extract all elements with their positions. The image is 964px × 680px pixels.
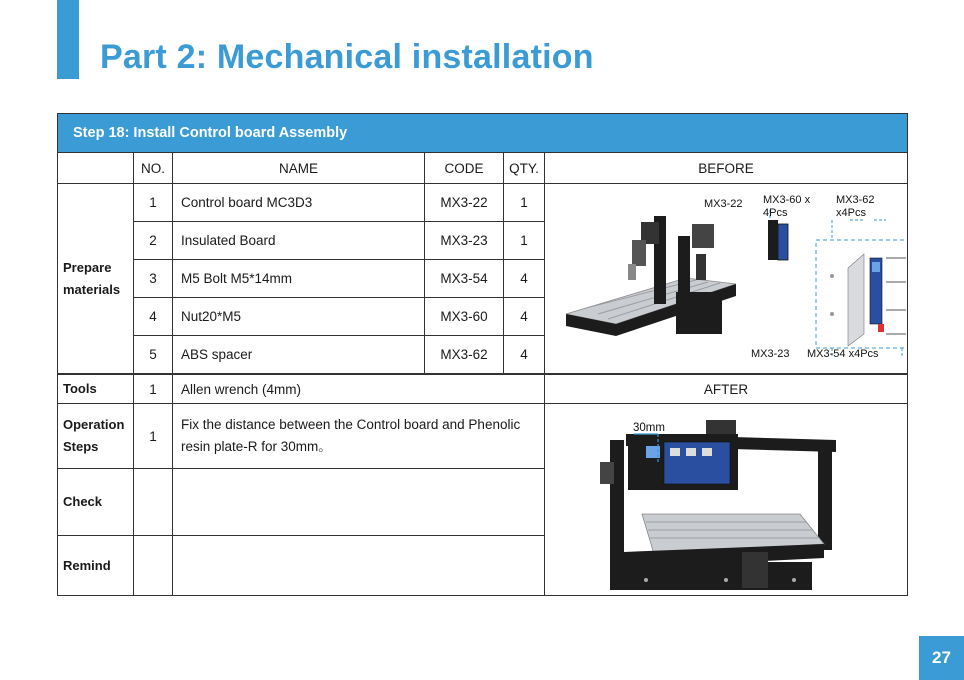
check-label: Check [63, 494, 103, 509]
title-accent-bar [57, 0, 79, 79]
callout-mx3-62: MX3-62 x4Pcs [836, 194, 875, 219]
operation-text: Fix the distance between the Control board and Phenolic resin plate-R for 30mm。 [181, 417, 521, 454]
column-divider [544, 153, 545, 595]
header-no: NO. [140, 161, 165, 176]
material-name: Nut20*M5 [181, 309, 242, 324]
callout-mx3-22: MX3-22 [704, 198, 743, 210]
material-code: MX3-23 [440, 233, 488, 248]
operation-no: 1 [149, 428, 157, 444]
after-label: AFTER [703, 381, 749, 397]
material-qty: 4 [520, 309, 528, 324]
before-assembly-image [546, 184, 906, 372]
header-name: NAME [278, 161, 318, 176]
material-no: 2 [149, 233, 157, 248]
material-code: MX3-54 [440, 271, 488, 286]
step-header: Step 18: Install Control board Assembly [58, 114, 907, 153]
page-number: 27 [919, 636, 964, 680]
remind-label: Remind [63, 557, 111, 573]
callout-mx3-23: MX3-23 [751, 348, 790, 360]
tools-name: Allen wrench (4mm) [181, 381, 302, 397]
callout-mx3-54: MX3-54 x4Pcs [807, 348, 879, 360]
material-no: 4 [149, 309, 157, 324]
material-code: MX3-22 [440, 195, 488, 210]
tools-no: 1 [149, 381, 157, 397]
callout-30mm: 30mm [633, 422, 665, 434]
material-qty: 1 [520, 233, 528, 248]
page-title: Part 2: Mechanical installation [100, 38, 594, 76]
material-qty: 4 [520, 347, 528, 362]
callout-mx3-60: MX3-60 x 4Pcs [763, 194, 811, 219]
material-no: 5 [149, 347, 157, 362]
material-no: 1 [149, 195, 157, 210]
prepare-materials-label: Prepare materials [63, 259, 121, 297]
step-table [57, 113, 908, 596]
header-before: BEFORE [698, 161, 754, 176]
after-assembly-image [546, 404, 906, 594]
operation-steps-label: Operation Steps [63, 417, 125, 454]
material-code: MX3-62 [440, 347, 488, 362]
header-qty: QTY. [509, 161, 539, 176]
material-name: Control board MC3D3 [181, 195, 313, 210]
after-illustration [546, 404, 906, 594]
material-qty: 1 [520, 195, 528, 210]
material-name: Insulated Board [181, 233, 276, 248]
tools-label: Tools [63, 381, 97, 396]
header-code: CODE [444, 161, 484, 176]
material-name: ABS spacer [181, 347, 253, 362]
material-name: M5 Bolt M5*14mm [181, 271, 293, 286]
material-code: MX3-60 [440, 309, 488, 324]
material-qty: 4 [520, 271, 528, 286]
material-no: 3 [149, 271, 157, 286]
